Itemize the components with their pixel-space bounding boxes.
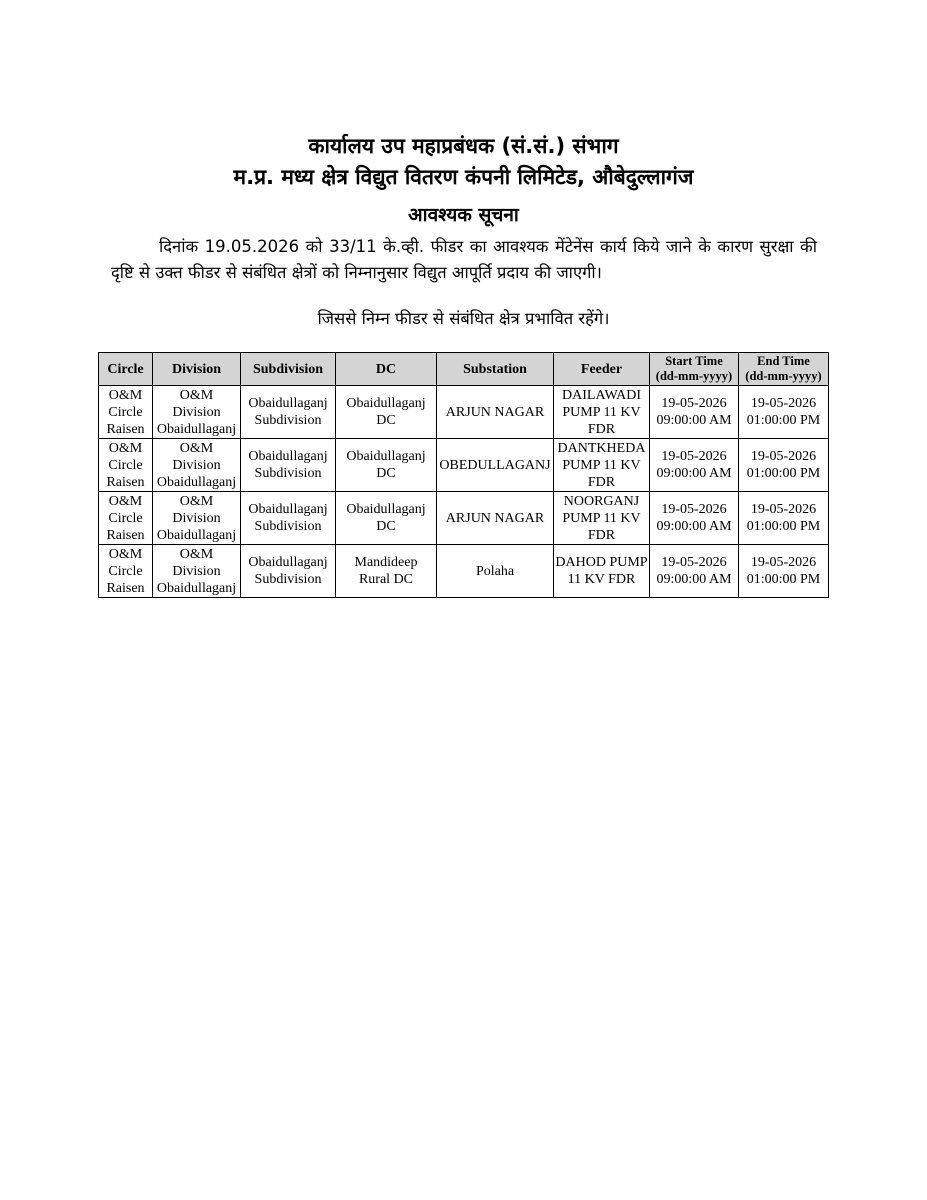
cell-end-time xyxy=(739,386,829,439)
cell-line: 09:00:00 AM xyxy=(656,572,732,587)
cell-line: ARJUN NAGAR xyxy=(445,404,545,420)
cell-substation xyxy=(437,492,554,545)
cell-division xyxy=(153,492,241,545)
cell-line: O&M xyxy=(108,493,143,509)
cell-subdivision xyxy=(241,386,336,439)
header-division: Division xyxy=(153,353,241,386)
header-subdivision: Subdivision xyxy=(241,353,336,386)
cell-line: Division xyxy=(172,404,221,420)
cell-line: Circle xyxy=(108,457,143,473)
header-start-time-format: (dd-mm-yyyy) xyxy=(655,369,733,383)
cell-feeder xyxy=(554,545,650,598)
cell-line: Subdivision xyxy=(254,466,322,481)
cell-line: Raisen xyxy=(106,474,145,490)
cell-line: Obaidullaganj xyxy=(346,449,426,464)
cell-line: Obaidullaganj xyxy=(156,421,237,437)
cell-line: Raisen xyxy=(106,527,145,543)
cell-line: FDR xyxy=(587,421,616,437)
cell-line: Obaidullaganj xyxy=(248,502,328,517)
cell-end-time xyxy=(739,545,829,598)
cell-line: Obaidullaganj xyxy=(156,580,237,596)
cell-line: O&M xyxy=(179,387,214,403)
cell-circle xyxy=(99,439,153,492)
cell-line: Obaidullaganj xyxy=(248,555,328,570)
cell-line: Obaidullaganj xyxy=(156,474,237,490)
header-start-time-label: Start Time xyxy=(665,354,723,368)
cell-start-time xyxy=(650,439,739,492)
notice-title: आवश्यक सूचना xyxy=(408,204,519,226)
table-row xyxy=(99,545,829,598)
cell-line: O&M xyxy=(179,440,214,456)
cell-line: Mandideep xyxy=(354,555,418,570)
cell-line: DC xyxy=(376,519,396,534)
cell-line: 19-05-2026 xyxy=(661,555,727,570)
cell-subdivision xyxy=(241,439,336,492)
cell-line: O&M xyxy=(108,387,143,403)
cell-line: 19-05-2026 xyxy=(750,396,817,411)
affected-areas-note: जिससे निम्न फीडर से संबंधित क्षेत्र प्रभावित रहेंगे। xyxy=(317,309,610,328)
cell-line: NOORGANJ xyxy=(563,493,640,509)
cell-circle xyxy=(99,492,153,545)
cell-dc xyxy=(336,492,437,545)
cell-line: DANTKHEDA xyxy=(557,440,646,456)
cell-line: 11 KV FDR xyxy=(567,572,636,587)
cell-line: 01:00:00 PM xyxy=(746,466,821,481)
cell-line: 19-05-2026 xyxy=(750,502,817,517)
cell-line: O&M xyxy=(108,440,143,456)
cell-line: DAHOD PUMP xyxy=(555,555,648,570)
cell-feeder xyxy=(554,386,650,439)
cell-line: 19-05-2026 xyxy=(661,449,727,464)
cell-dc xyxy=(336,545,437,598)
cell-substation xyxy=(437,545,554,598)
header-dc: DC xyxy=(336,353,437,386)
cell-line: Circle xyxy=(108,563,143,579)
cell-line: Obaidullaganj xyxy=(346,502,426,517)
cell-end-time xyxy=(739,439,829,492)
cell-start-time xyxy=(650,545,739,598)
cell-line: FDR xyxy=(587,527,616,543)
cell-line: PUMP 11 KV xyxy=(562,404,641,420)
cell-line: 09:00:00 AM xyxy=(656,466,732,481)
header-circle: Circle xyxy=(99,353,153,386)
cell-line: 01:00:00 PM xyxy=(746,572,821,587)
company-name: म.प्र. मध्य क्षेत्र विद्युत वितरण कंपनी लिमिटेड, औबेदुल्लागंज xyxy=(233,165,694,189)
outage-schedule-table xyxy=(98,352,829,598)
table-row xyxy=(99,492,829,545)
header-end-time-format: (dd-mm-yyyy) xyxy=(745,369,822,383)
cell-line: O&M xyxy=(108,546,143,562)
cell-division xyxy=(153,386,241,439)
cell-line: Raisen xyxy=(106,421,145,437)
cell-line: PUMP 11 KV xyxy=(562,510,641,526)
header-end-time-label: End Time xyxy=(757,354,810,368)
cell-line: Division xyxy=(172,510,221,526)
cell-line: Obaidullaganj xyxy=(346,396,426,411)
header-feeder: Feeder xyxy=(554,353,650,386)
cell-line: Obaidullaganj xyxy=(248,396,328,411)
table-row xyxy=(99,439,829,492)
cell-dc xyxy=(336,386,437,439)
cell-line: 19-05-2026 xyxy=(661,396,727,411)
cell-line: Obaidullaganj xyxy=(156,527,237,543)
cell-start-time xyxy=(650,386,739,439)
cell-feeder xyxy=(554,492,650,545)
cell-line: Rural DC xyxy=(358,572,414,587)
cell-line: Circle xyxy=(108,510,143,526)
cell-line: Subdivision xyxy=(254,572,322,587)
cell-line: O&M xyxy=(179,546,214,562)
cell-line: PUMP 11 KV xyxy=(562,457,641,473)
cell-line: Circle xyxy=(108,404,143,420)
cell-division xyxy=(153,439,241,492)
header-start-time xyxy=(650,353,739,386)
header-substation: Substation xyxy=(437,353,554,386)
header-end-time xyxy=(739,353,829,386)
cell-line: DC xyxy=(376,466,396,481)
cell-line: Obaidullaganj xyxy=(248,449,328,464)
cell-line: OBEDULLAGANJ xyxy=(439,457,551,473)
cell-start-time xyxy=(650,492,739,545)
cell-feeder xyxy=(554,439,650,492)
cell-line: 19-05-2026 xyxy=(661,502,727,517)
cell-end-time xyxy=(739,492,829,545)
office-title: कार्यालय उप महाप्रबंधक (सं.सं.) संभाग xyxy=(308,134,619,158)
table-row xyxy=(99,386,829,439)
cell-line: Division xyxy=(172,563,221,579)
cell-substation xyxy=(437,439,554,492)
cell-line: Division xyxy=(172,457,221,473)
cell-line: FDR xyxy=(587,474,616,490)
cell-division xyxy=(153,545,241,598)
cell-line: DAILAWADI xyxy=(562,387,641,403)
cell-line: Subdivision xyxy=(254,519,322,534)
cell-line: ARJUN NAGAR xyxy=(445,510,545,526)
notice-paragraph: दिनांक 19.05.2026 को 33/11 के.व्ही. फीडर का आवश्यक मेंटेनेंस कार्य किये जाने के कारण सुरक्षा की दृष्टि से उक्त फीडर से संबंधित क्षेत्रों को निम्नानुसार विद्युत आपूर्ति प्रदाय की जाएगी। xyxy=(111,237,817,282)
cell-circle xyxy=(99,545,153,598)
cell-subdivision xyxy=(241,545,336,598)
cell-line: 19-05-2026 xyxy=(750,555,817,570)
cell-circle xyxy=(99,386,153,439)
cell-line: 09:00:00 AM xyxy=(656,519,732,534)
table-header-row xyxy=(99,353,829,386)
cell-line: Subdivision xyxy=(254,413,322,428)
cell-line: 19-05-2026 xyxy=(750,449,817,464)
cell-line: Polaha xyxy=(475,563,515,579)
cell-line: O&M xyxy=(179,493,214,509)
cell-dc xyxy=(336,439,437,492)
cell-subdivision xyxy=(241,492,336,545)
cell-substation xyxy=(437,386,554,439)
cell-line: 01:00:00 PM xyxy=(746,519,821,534)
cell-line: 09:00:00 AM xyxy=(656,413,732,428)
cell-line: Raisen xyxy=(106,580,145,596)
cell-line: DC xyxy=(376,413,396,428)
cell-line: 01:00:00 PM xyxy=(746,413,821,428)
